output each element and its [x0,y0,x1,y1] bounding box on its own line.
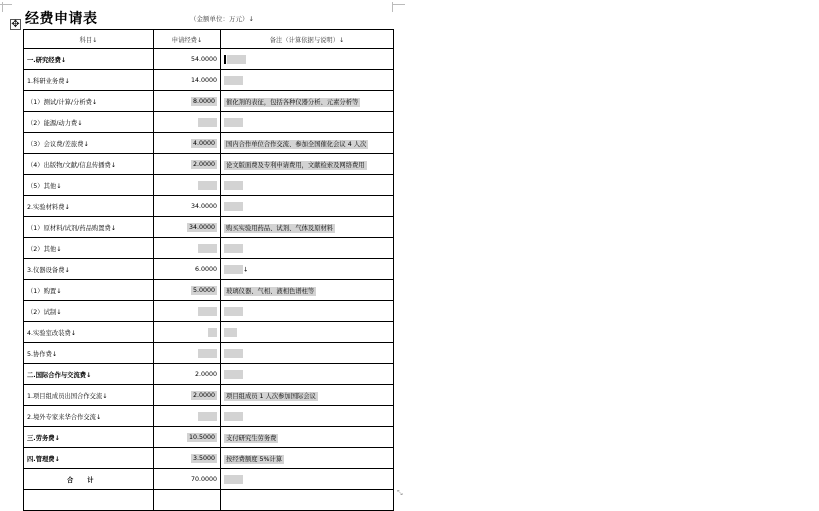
note-cell[interactable] [221,448,394,469]
note-cell[interactable] [221,259,394,280]
table-row [24,196,394,217]
subject-label: 一.研究经费↓ [27,56,67,64]
total-amount: 70.0000 [191,475,218,483]
note-cell[interactable] [221,238,394,259]
amount-cell[interactable] [153,238,220,259]
note-cell[interactable] [221,175,394,196]
note-text: 催化剂的表征，包括各种仪器分析、元素分析等 [226,98,359,106]
note-cell[interactable] [221,91,394,112]
note-cell[interactable] [221,301,394,322]
note-cell[interactable] [221,154,394,175]
subject-cell[interactable] [24,238,154,259]
blank-placeholder [198,244,217,253]
subject-label: 2.实验材料费↓ [27,203,70,211]
total-amount-cell[interactable] [153,469,220,490]
table-resize-handle-icon[interactable]: ⤡ [397,489,403,497]
note-cell[interactable] [221,343,394,364]
note-text: 支付研究生劳务费 [226,434,277,442]
note-text: 论文版面费及专利申请费用，文献检索及网络费用 [226,161,365,169]
table-row [24,238,394,259]
subject-label: 4.实验室改装费↓ [27,329,77,337]
amount-cell[interactable] [153,280,220,301]
amount-value: 2.0000 [195,370,218,378]
page-title: 经费申请表 [25,11,98,27]
table-row [24,427,394,448]
amount-cell[interactable] [153,448,220,469]
subject-label: 3.仪器设备费↓ [27,266,70,274]
subject-cell[interactable] [24,406,154,427]
header-subject: 科目↓ [24,30,154,49]
blank-placeholder [198,349,217,358]
subject-label: 三.劳务费↓ [27,434,60,442]
header-amount: 申请经费↓ [153,30,220,49]
note-cell[interactable] [221,364,394,385]
blank-placeholder [224,76,243,85]
amount-cell[interactable] [153,364,220,385]
total-label-cell[interactable] [24,469,154,490]
subject-label: （5）其他↓ [27,182,62,190]
blank-placeholder [224,181,243,190]
note-cell[interactable] [221,49,394,70]
subject-cell[interactable] [24,385,154,406]
table-row [24,70,394,91]
subject-cell[interactable] [24,301,154,322]
subject-label: 5.协作费↓ [27,350,58,358]
amount-value: 8.0000 [193,97,216,105]
blank-placeholder [224,118,243,127]
note-cell[interactable] [221,280,394,301]
bottom-cell [24,490,154,511]
amount-cell[interactable] [153,49,220,70]
blank-placeholder [224,244,243,253]
amount-value: 10.5000 [189,433,216,441]
budget-table [23,29,394,511]
subject-cell[interactable] [24,259,154,280]
note-cell[interactable] [221,406,394,427]
text-cursor [224,55,226,64]
blank-placeholder [198,307,217,316]
note-cell[interactable] [221,385,394,406]
subject-label: （2）试制↓ [27,308,62,316]
blank-placeholder [224,370,243,379]
subject-label: （2）其他↓ [27,245,62,253]
amount-cell[interactable] [153,343,220,364]
amount-cell[interactable] [153,406,220,427]
note-text: 购买实验用药品、试剂、气体及原材料 [226,224,334,232]
table-row [24,301,394,322]
amount-cell[interactable] [153,322,220,343]
amount-cell[interactable] [153,175,220,196]
table-row [24,322,394,343]
subject-cell[interactable] [24,217,154,238]
table-bottom-row [24,490,394,511]
note-cell[interactable] [221,427,394,448]
table-move-handle-icon[interactable]: ✥ [11,19,20,30]
amount-value: 14.0000 [191,76,218,84]
subject-cell[interactable] [24,448,154,469]
subject-label: （1）购置↓ [27,287,62,295]
amount-value: 34.0000 [189,223,216,231]
subject-cell[interactable] [24,196,154,217]
subject-cell[interactable] [24,133,154,154]
page-corner-mark-left [2,2,3,12]
blank-placeholder [224,265,243,274]
note-text: 项目组成员 1 人次参加国际会议 [226,392,316,400]
amount-cell[interactable] [153,70,220,91]
total-label: 合计 [67,476,108,484]
blank-placeholder [224,475,243,484]
blank-placeholder [208,328,217,337]
table-row [24,91,394,112]
table-row [24,280,394,301]
subject-label: 1.科研业务费↓ [27,77,70,85]
amount-cell[interactable] [153,259,220,280]
bottom-cell [221,490,394,511]
blank-placeholder [224,202,243,211]
subject-cell[interactable] [24,49,154,70]
subject-label: 2.境外专家来华合作交流↓ [27,413,102,421]
blank-placeholder [224,412,243,421]
blank-placeholder [227,55,246,64]
amount-value: 3.5000 [193,454,216,462]
note-cell[interactable] [221,133,394,154]
table-row [24,49,394,70]
subject-cell[interactable] [24,175,154,196]
amount-value: 34.0000 [191,202,218,210]
note-cell[interactable] [221,217,394,238]
subject-cell[interactable] [24,91,154,112]
table-row [24,133,394,154]
subject-label: （4）出版物/文献/信息传播费↓ [27,161,117,169]
subject-cell[interactable] [24,322,154,343]
amount-value: 2.0000 [193,160,216,168]
note-text: 玻璃仪器、气相、液相色谱柱等 [226,287,315,295]
blank-placeholder [198,181,217,190]
amount-cell[interactable] [153,112,220,133]
note-text: 按经费额度 5%计算 [226,455,283,463]
subject-cell[interactable] [24,112,154,133]
table-header-row [24,30,394,49]
table-row [24,343,394,364]
amount-cell[interactable] [153,91,220,112]
blank-placeholder [198,412,217,421]
unit-note: （金额单位：万元）↓ [190,15,254,23]
table-row [24,406,394,427]
amount-cell[interactable] [153,133,220,154]
table-row [24,175,394,196]
blank-placeholder [198,118,217,127]
amount-cell[interactable] [153,427,220,448]
note-cell[interactable] [221,70,394,91]
table-body [24,49,394,469]
amount-value: 54.0000 [191,55,218,63]
table-row [24,385,394,406]
subject-label: （1）测试/计算/分析费↓ [27,98,98,106]
note-cell[interactable] [221,112,394,133]
subject-cell[interactable] [24,70,154,91]
amount-cell[interactable] [153,385,220,406]
amount-value: 2.0000 [193,391,216,399]
note-text: 国内合作单位合作交流、参加全国催化会议 4 人次 [226,140,367,148]
bottom-cell [153,490,220,511]
table-row [24,112,394,133]
table-row [24,448,394,469]
subject-cell[interactable] [24,364,154,385]
table-row [24,364,394,385]
blank-placeholder [224,328,237,337]
note-cell[interactable] [221,322,394,343]
subject-cell[interactable] [24,280,154,301]
amount-cell[interactable] [153,301,220,322]
header-note: 备注（计算依据与说明）↓ [221,30,394,49]
amount-value: 6.0000 [195,265,218,273]
amount-cell[interactable] [153,154,220,175]
table-row [24,259,394,280]
note-cell[interactable] [221,196,394,217]
subject-label: 四.管理费↓ [27,455,60,463]
amount-cell[interactable] [153,196,220,217]
blank-placeholder [224,349,243,358]
table-row [24,217,394,238]
subject-label: 1.项目组成员出国合作交流↓ [27,392,108,400]
total-note-cell[interactable] [221,469,394,490]
note-text: ↓ [243,266,249,273]
table-row [24,154,394,175]
amount-value: 5.0000 [193,286,216,294]
subject-label: （3）会议费/差旅费↓ [27,140,89,148]
subject-cell[interactable] [24,343,154,364]
subject-label: （2）能源/动力费↓ [27,119,83,127]
page-corner-mark-right-h [393,4,405,5]
subject-cell[interactable] [24,427,154,448]
subject-cell[interactable] [24,154,154,175]
total-row [24,469,394,490]
amount-value: 4.0000 [193,139,216,147]
subject-label: （1）原材料/试剂/药品购置费↓ [27,224,117,232]
amount-cell[interactable] [153,217,220,238]
blank-placeholder [224,307,243,316]
subject-label: 二.国际合作与交流费↓ [27,371,92,379]
